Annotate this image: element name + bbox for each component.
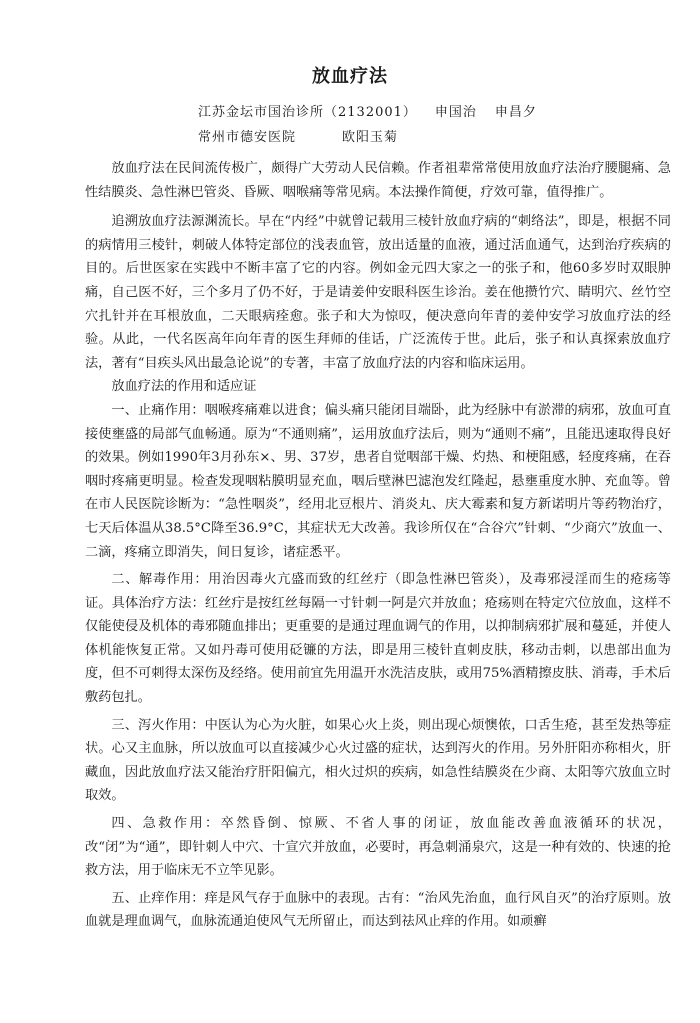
paragraph-antipruritic: 五、止痒作用：痒是风气存于血脉中的表现。古有：“治风先治血，血行风自灭”的治疗原则。放血就是理血调气，血脉流通迫使风气无所留止，而达到祛风止痒的作用。如顽癣	[85, 890, 671, 930]
section-heading: 放血疗法的作用和适应证	[111, 379, 257, 395]
paragraph-intro: 放血疗法在民间流传极广，颇得广大劳动人民信赖。作者祖辈常常使用放血疗法治疗腰腿痛、急性结膜炎、急性淋巴管炎、昏厥、咽喉痛等常见病。本法操作简便，疗效可靠，值得推广。	[85, 161, 671, 200]
author-line-2	[198, 126, 398, 145]
author-line-1	[198, 101, 537, 120]
article-body	[85, 157, 671, 934]
paragraph-detox: 二、解毒作用：用治因毒火亢盛而致的红丝疔（即急性淋巴管炎），及毒邪浸淫而生的疮疡等证。具体治疗方法：红丝疔是按红丝每隔一寸针刺一阿是穴并放血；疮疡则在特定穴位放血，这样不仅能使侵及机体的毒邪随血排出；更重要的是通过理血调气的作用，以抑制病邪扩展和蔓延，并使人体机能恢复正常。又如丹毒可使用砭镰的方法，即是用三棱针直刺皮肤，移动击刺，以患部出血为度，但不可刺得太深伤及经络。使用前宜先用温开水洗洁皮肤，或用75%酒精擦皮肤、消毒，手术后敷药包扎。	[85, 572, 671, 706]
paragraph-fire-purging: 三、泻火作用：中医认为心为火脏，如果心火上炎，则出现心烦懊侬，口舌生疮，甚至发热等症状。心又主血脉，所以放血可以直接减少心火过盛的症状，达到泻火的作用。另外肝阳亦称相火，肝藏血，因此放血疗法又能治疗肝阳偏亢，相火过炽的疾病，如急性结膜炎在少商、太阳等穴放血立时取效。	[85, 717, 671, 804]
author-affiliation: 常州市德安医院	[198, 130, 297, 145]
author-name: 申昌夕	[494, 105, 537, 120]
author-name: 欧阳玉菊	[342, 130, 399, 145]
paragraph-history: 追溯放血疗法源渊流长。早在“内经”中就曾记载用三棱针放血疗病的“刺络法”，即是，根据不同的病情用三棱针，刺破人体特定部位的浅表血管，放出适量的血液，通过活血通气，达到治疗疾病的目的。后世医家在实践中不断丰富了它的内容。例如金元四大家之一的张子和，他60多岁时双眼肿痛，自己医不好，三个多月了仍不好，于是请姜仲安眼科医生诊治。姜在他攒竹穴、睛明穴、丝竹空穴扎针并在耳根放血，二天眼病痊愈。张子和大为惊叹，便决意向年青的姜仲安学习放血疗法的经验。从此，一代名医高年向年青的医生拜师的佳话，广泛流传于世。此后，张子和认真探索放血疗法，著有“目疾头风出最急论说”的专著，丰富了放血疗法的内容和临床运用。	[85, 214, 671, 371]
author-name: 申国治	[434, 105, 477, 120]
paragraph-analgesic: 一、止痛作用：咽喉疼痛难以进食；偏头痛只能闭目端卧，此为经脉中有淤滞的病邪，放血可直接使壅盛的局部气血畅通。原为“不通则痛”，运用放血疗法后，则为“通则不痛”，且能迅速取得良好的效果。例如1990年3月孙东×、男、37岁，患者自觉咽部干燥、灼热、和梗阻感，轻度疼痛，在吞咽时疼痛更明显。检查发现咽粘膜明显充血，咽后壁淋巴滤泡发红隆起，悬壅重度水肿、充血等。曾在市人民医院诊断为：“急性咽炎”，经用北豆根片、消炎丸、庆大霉素和复方新诺明片等药物治疗，七天后体温从38.5°C降至36.9°C，其症状无大改善。我诊所仅在“合谷穴”针刺、“少商穴”放血一、二滴，疼痛立即消失，间日复诊，诸症悉平。	[85, 402, 671, 560]
paragraph-first-aid: 四、急救作用：卒然昏倒、惊厥、不省人事的闭证，放血能改善血液循环的状况，改“闭”为“通”，即针刺人中穴、十宣穴并放血，必要时，再急刺涌泉穴，这是一种有效的、快速的抢救方法，用于临床无不立竿见影。	[85, 816, 671, 879]
article-title: 放血疗法	[312, 66, 388, 87]
author-affiliation: 江苏金坛市国治诊所（2132001）	[198, 105, 417, 120]
